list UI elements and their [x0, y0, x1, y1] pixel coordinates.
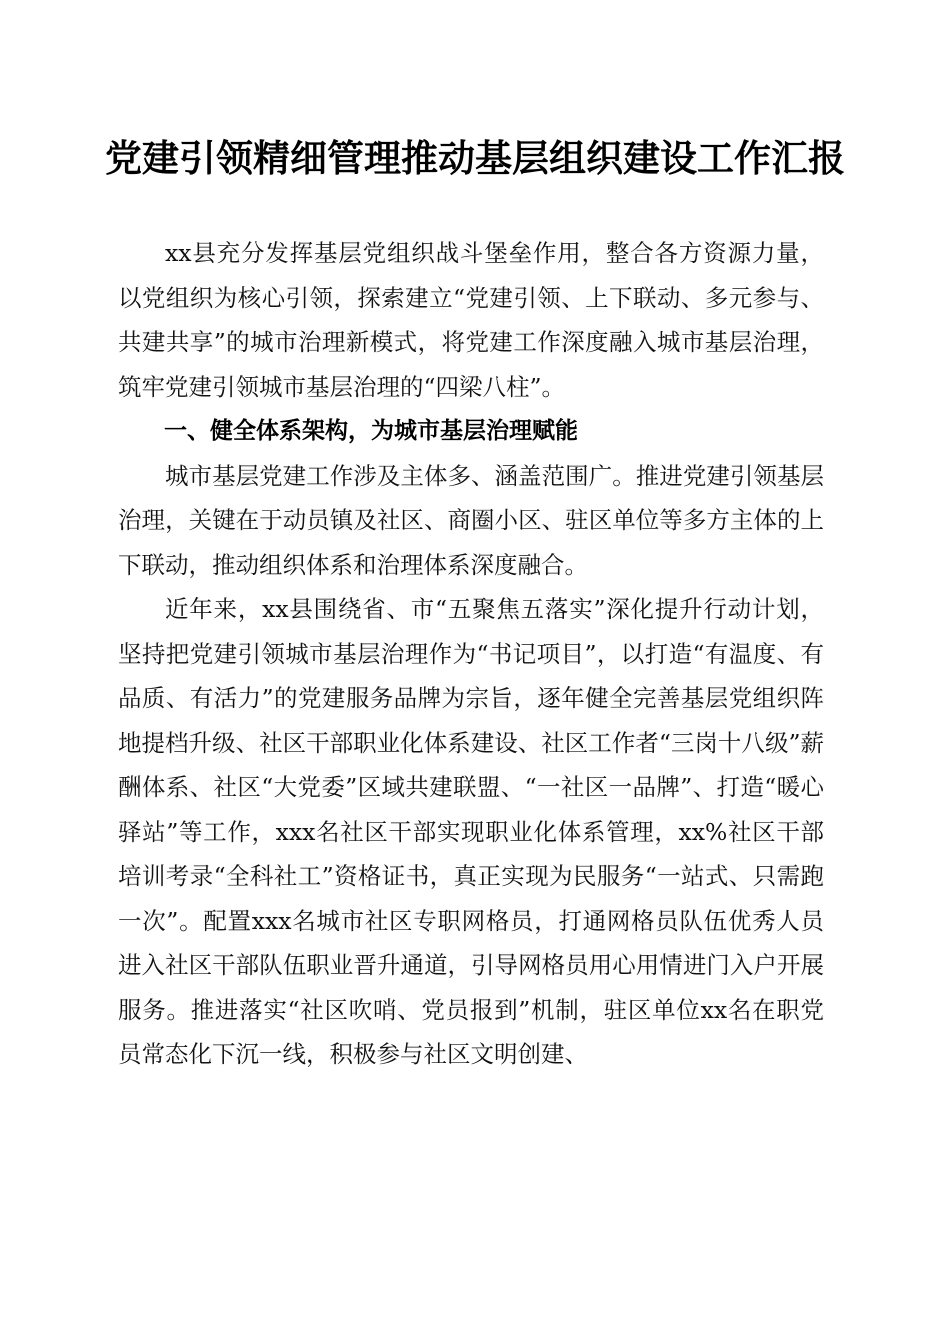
intro-paragraph: xx县充分发挥基层党组织战斗堡垒作用，整合各方资源力量，以党组织为核心引领，探索建立“党建引领、上下联动、多元参与、共建共享”的城市治理新模式，将党建工作深度融入城市基层治理，筑牢党建引领城市基层治理的“四梁八柱”。 — [118, 239, 824, 401]
document-title: 党建引领精细管理推动基层组织建设工作汇报 — [105, 136, 845, 180]
body-paragraph: 近年来，xx县围绕省、市“五聚焦五落实”深化提升行动计划，坚持把党建引领城市基层治理作为“书记项目”，以打造“有温度、有品质、有活力”的党建服务品牌为宗旨，逐年健全完善基层党组织阵地提档升级、社区干部职业化体系建设、社区工作者“三岗十八级”薪酬体系、社区“大党委”区域共建联盟、“一社区一品牌”、打造“暖心驿站”等工作，xxx名社区干部实现职业化体系管理，xx%社区干部培训考录“全科社工”资格证书，真正实现为民服务“一站式、只需跑一次”。配置xxx名城市社区专职网格员，打通网格员队伍优秀人员进入社区干部队伍职业晋升通道，引导网格员用心用情进门入户开展服务。推进落实“社区吹哨、党员报到”机制，驻区单位xx名在职党员常态化下沉一线，积极参与社区文明创建、 — [118, 595, 824, 1068]
body-paragraph: 城市基层党建工作涉及主体多、涵盖范围广。推进党建引领基层治理，关键在于动员镇及社区、商圈小区、驻区单位等多方主体的上下联动，推动组织体系和治理体系深度融合。 — [118, 461, 824, 579]
section-heading: 一、健全体系架构，为城市基层治理赋能 — [164, 418, 578, 444]
document-body — [118, 231, 824, 1077]
